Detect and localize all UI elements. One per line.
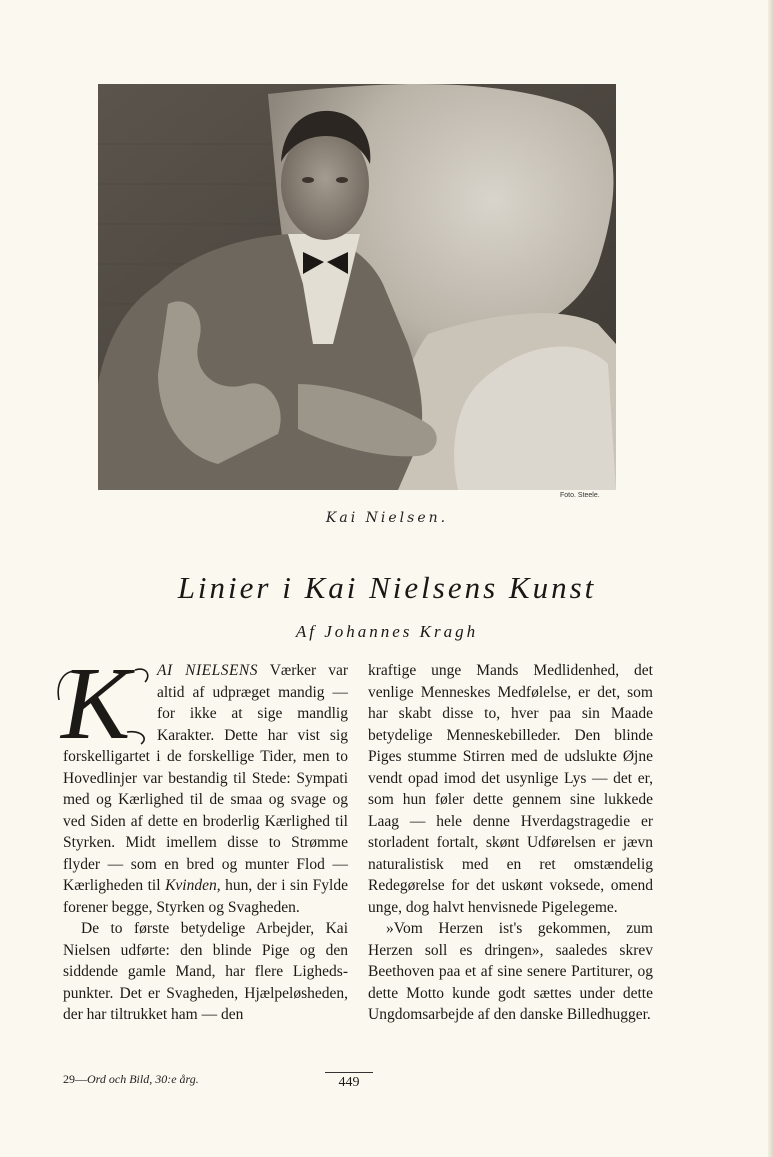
article-column-left [63,660,348,1026]
dropcap-letter: K [61,660,131,745]
portrait-photo [98,84,616,490]
lead-caps: AI NIELSENS [157,662,259,679]
article-title: Linier i Kai Nielsens Kunst [177,570,597,605]
paragraph-1-text-b: , hun, der i sin Fylde forener begge, Styrken og Svagheden. [63,877,348,916]
paragraph-2-right-text: kraftige unge Mands Medlidenhed, det venlige Menneskes Medfølelse, er det, som har skabt disse to, hver paa sin Maade betydelige Menneskebilleder. Den blinde Piges stumme Stirren med de udslukte Øjne vendt opad imod det usynlige Lys — det er, som hun føler dette gennem sine lukkede Laag — hele denne Hverdagstragedie er storladent fortalt, skønt Udførelsen er jævn naturalistisk med en ret omstændelig Redegørelse for det uskønt voksede, omend unge, dog halvt henvisnede Pigelegeme. [368,662,653,916]
paragraph-3: »Vom Herzen ist's gekommen, zum Herzen soll es dringen», saaledes skrev Beethoven paa et af sine senere Partiturer, og dette Motto kunde godt sættes under dette Ungdomsarbejde af den danske Billedhugger. [368,920,653,1023]
page-number-rule [325,1072,373,1073]
paragraph-1 [63,660,348,918]
paragraph-1-text-a: Værker var altid af udpræget mandig — for ikke at sige mandlig Karakter. Dette har vist sig forskelligartet i de forskellige Tider, men to Hovedlinjer var bestandig til Stede: Sympati med og Kærlighed til de smaa og svage og ved Siden af dette en broderlig Kærlighed til Styrken. Midt imellem disse to Strømme flyder — som en bred og munter Flod — Kærligheden til [63,662,348,894]
footer-sheet-number: 29— [63,1072,87,1086]
paragraph-1-emphasis: Kvinden [165,877,217,894]
dropcap [57,660,151,745]
article-author: Af Johannes Kragh [295,622,479,641]
paragraph-2-left [63,918,348,1026]
footer-journal [63,1072,199,1087]
dropcap-k-ornament [57,660,151,745]
paragraph-2-right [368,660,653,918]
paragraph-2-left-text: De to første betydelige Arbejder, Kai Nielsen udførte: den blinde Pige og den siddende gamle Mand, har flere Lighedspunkter. Det er Svagheden, Hjælpeløsheden, der har tiltrukket ham — den [63,920,348,1023]
portrait-image [98,84,616,490]
footer-journal-name: Ord och Bild, 30:e årg. [87,1072,199,1086]
article-column-right [368,660,653,1026]
photo-caption: Kai Nielsen. [325,510,449,526]
photo-credit: Foto. Steele. [560,492,600,499]
page-number: 449 [338,1075,360,1090]
